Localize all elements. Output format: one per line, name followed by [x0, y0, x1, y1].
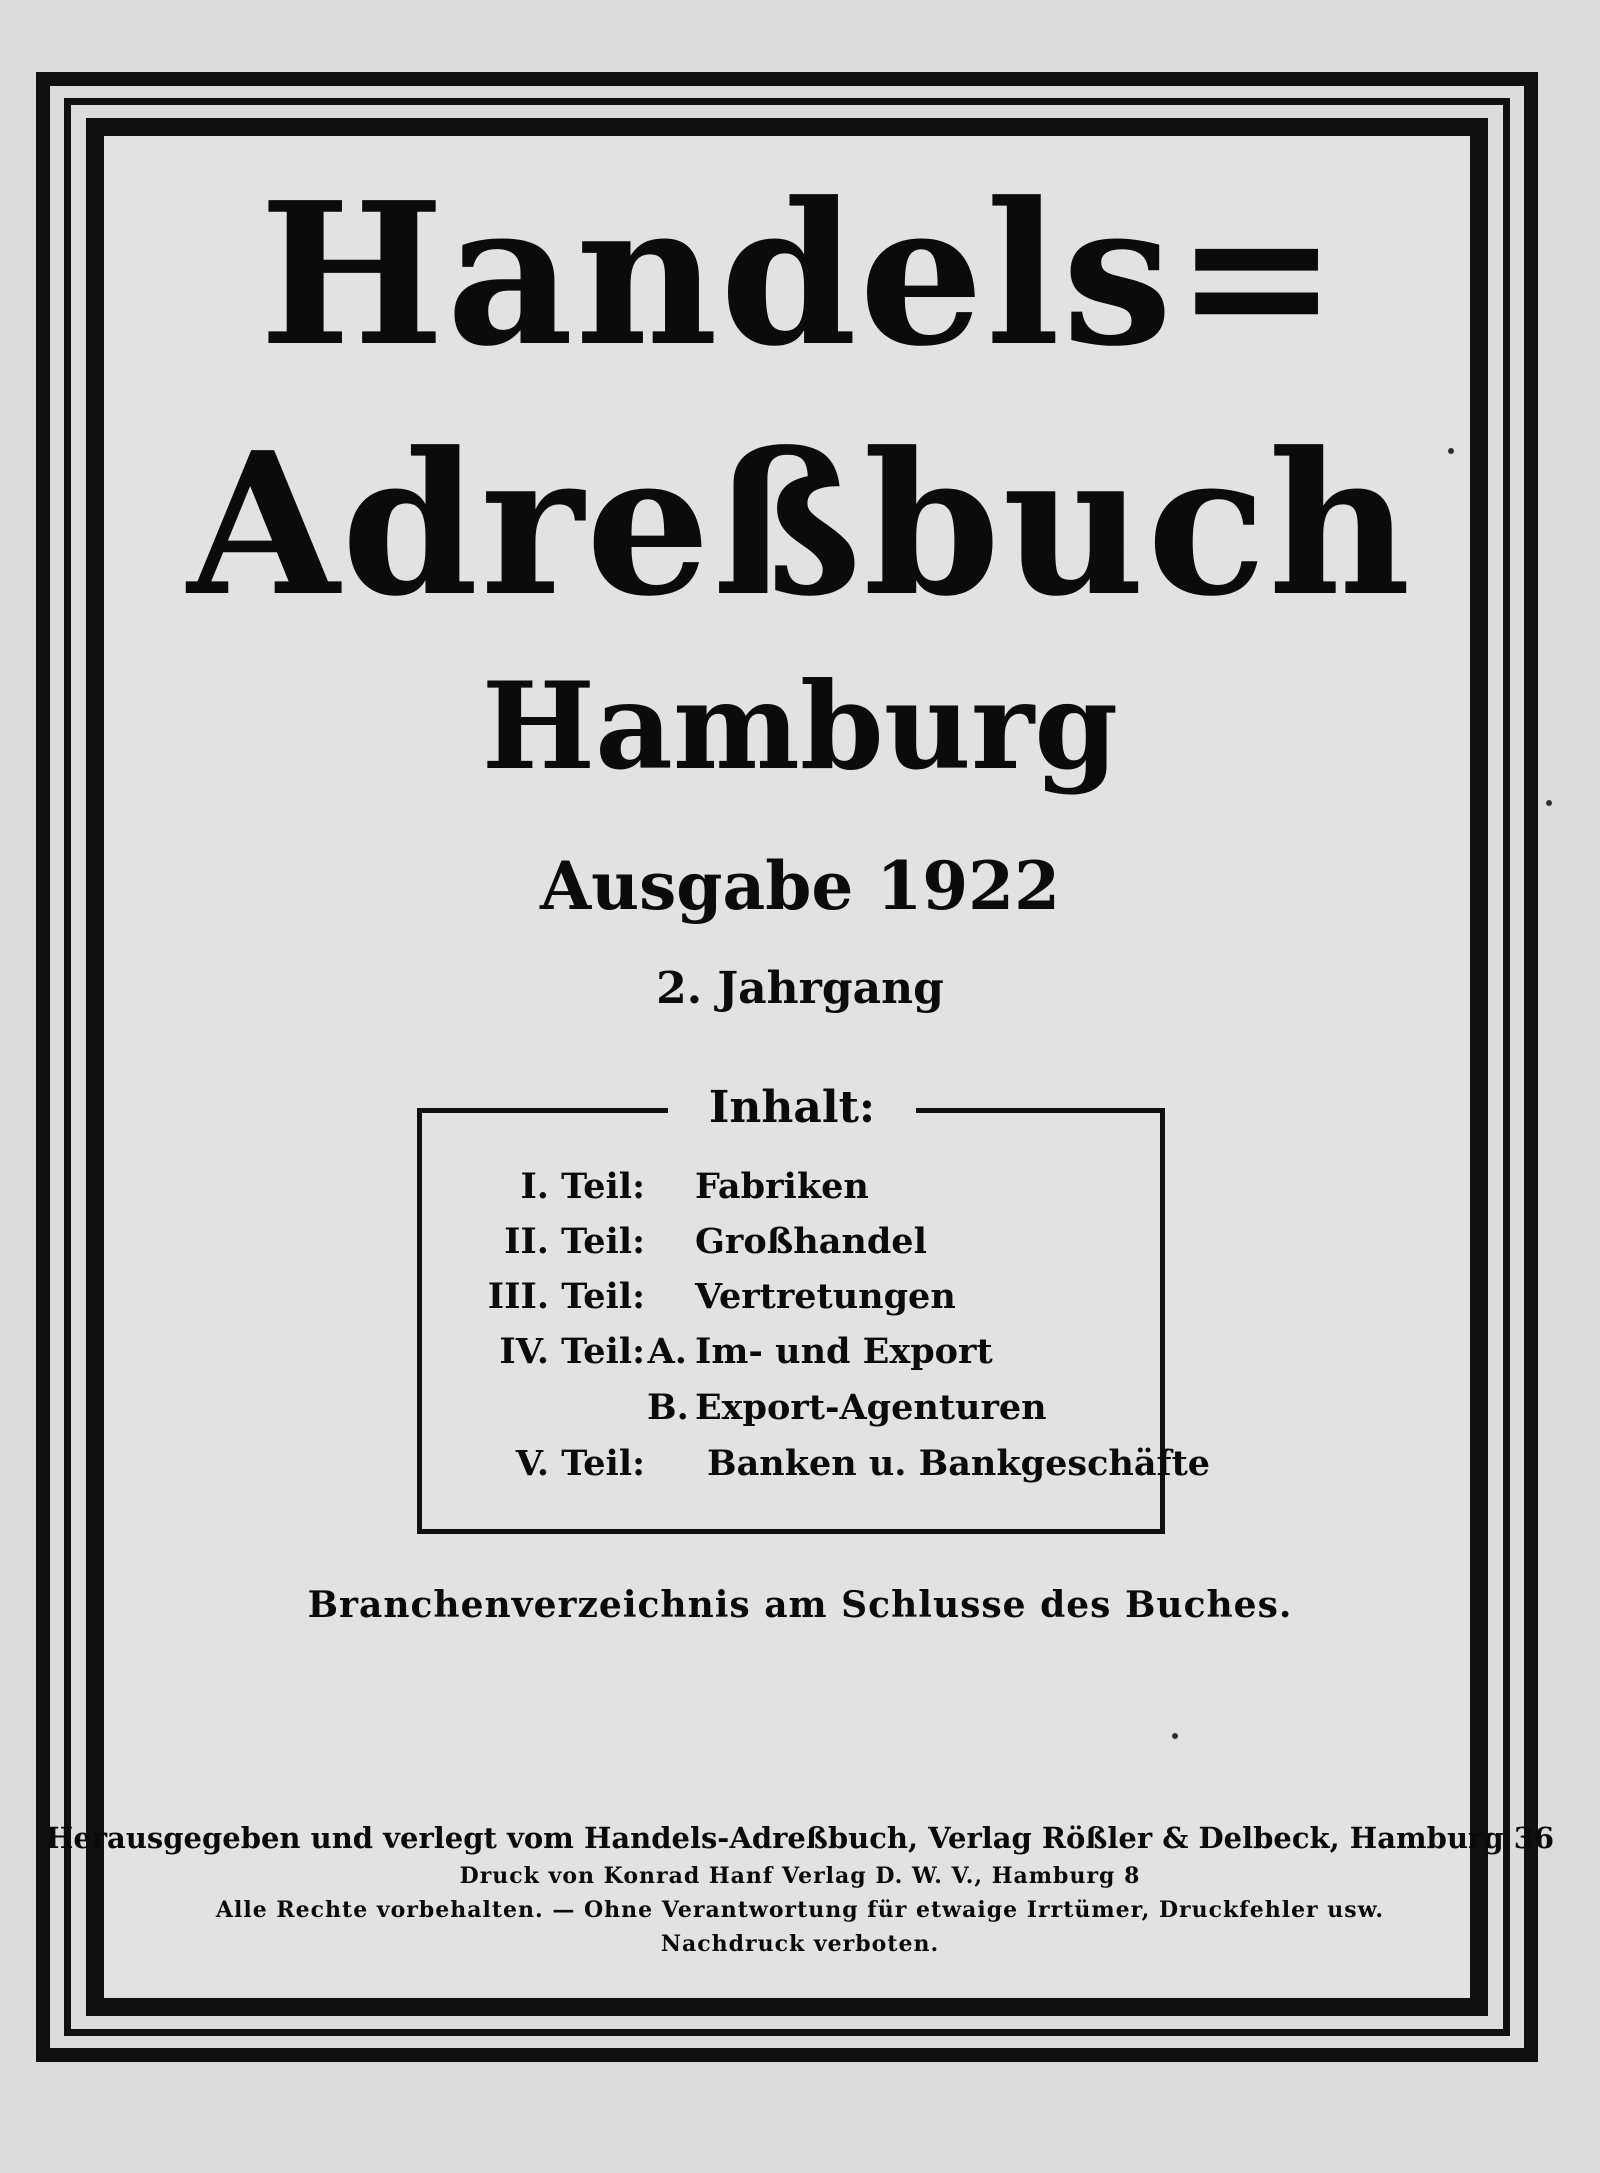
print-speck: [1448, 448, 1454, 454]
edition-label: Ausgabe 1922: [539, 847, 1061, 925]
toc-sub: B.: [647, 1387, 689, 1428]
volume-label: 2. Jahrgang: [656, 963, 944, 1014]
reprint-line: Nachdruck verboten.: [660, 1931, 940, 1957]
publisher-line: Herausgegeben und verlegt vom Handels-Adreßbuch, Verlag Rößler & Delbeck, Hamburg 36: [45, 1821, 1555, 1855]
city-title: Hamburg: [481, 656, 1119, 797]
toc-title: Großhandel: [695, 1221, 927, 1262]
rights-line: Alle Rechte vorbehalten. — Ohne Verantwortung für etwaige Irrtümer, Druckfehler usw.: [215, 1897, 1385, 1923]
toc-part: I. Teil:: [520, 1166, 645, 1207]
toc-part: V. Teil:: [515, 1443, 645, 1484]
toc-row: [417, 1381, 1165, 1435]
toc-row: [417, 1215, 1165, 1269]
title-line-1: Handels=: [259, 160, 1341, 390]
title-line-2: Adreßbuch: [187, 410, 1413, 640]
toc-part: IV. Teil:: [499, 1331, 645, 1372]
toc-row: [417, 1160, 1165, 1214]
contents-heading: Inhalt:: [668, 1080, 916, 1136]
toc-title: Fabriken: [695, 1166, 869, 1207]
toc-sub: A.: [647, 1331, 687, 1372]
index-note: Branchenverzeichnis am Schlusse des Buches.: [307, 1584, 1293, 1626]
printer-line: Druck von Konrad Hanf Verlag D. W. V., Hamburg 8: [459, 1863, 1141, 1889]
print-speck: [1546, 800, 1552, 806]
toc-row: [417, 1325, 1165, 1379]
toc-title: Export-Agenturen: [695, 1387, 1047, 1428]
toc-row: [417, 1437, 1211, 1491]
toc-title: Im- und Export: [695, 1331, 993, 1372]
toc-row: [417, 1270, 1165, 1324]
toc-title: Banken u. Bankgeschäfte: [707, 1443, 1211, 1484]
toc-title: Vertretungen: [695, 1276, 956, 1317]
toc-part: III. Teil:: [487, 1276, 645, 1317]
print-speck: [1172, 1733, 1178, 1739]
toc-part: II. Teil:: [504, 1221, 645, 1262]
inner-border: [86, 118, 1488, 2016]
